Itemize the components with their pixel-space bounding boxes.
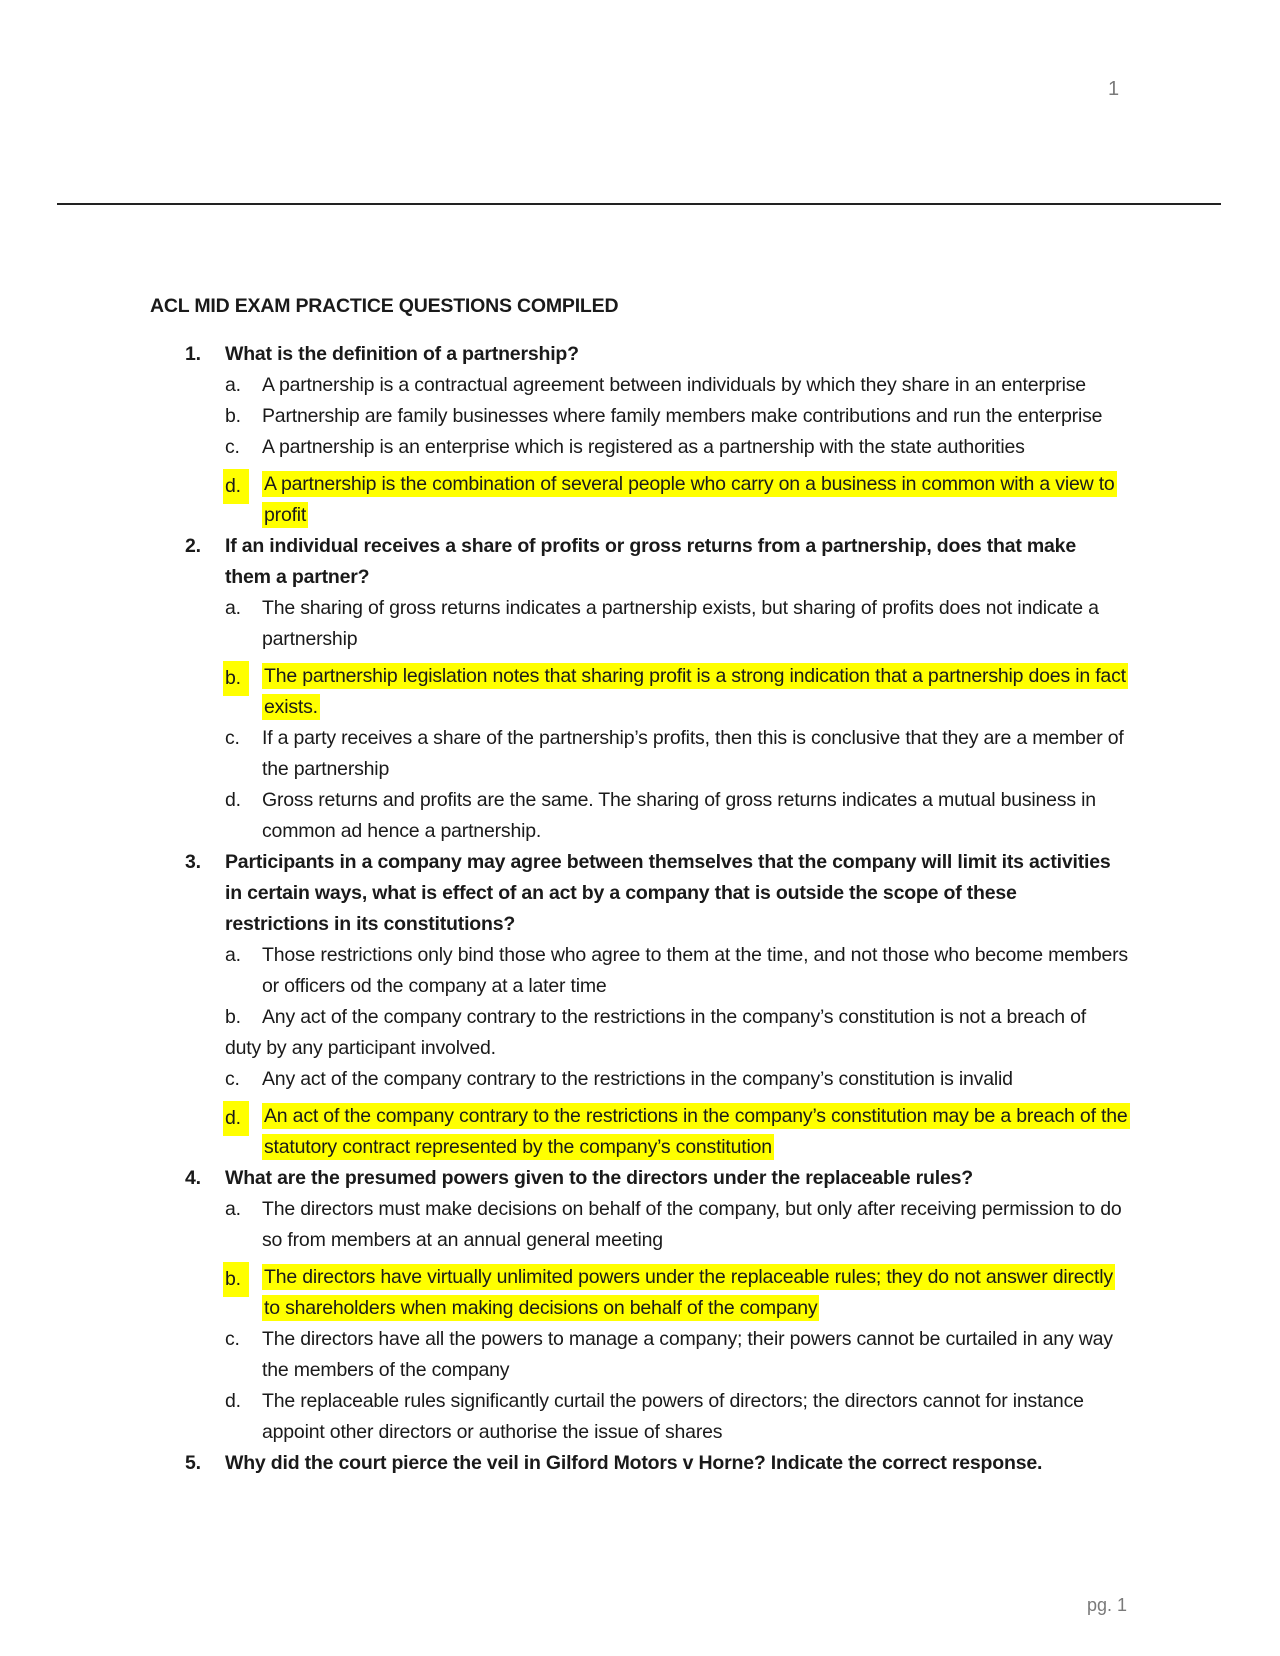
question-number: 2. <box>185 535 201 557</box>
option-text: The sharing of gross returns indicates a partnership exists, but sharing of profits does not indicate a partnership <box>262 597 1099 650</box>
question-prompt: Participants in a company may agree between themselves that the company will limit its activities in certain ways, what is effect of an act by a company that is outside the scope of these restrictions in its constitutions? <box>225 851 1111 935</box>
option-letter: d. <box>223 1101 249 1136</box>
answer-options <box>0 593 1280 847</box>
answer-option-correct-highlighted <box>225 1101 1132 1163</box>
option-text: Partnership are family businesses where family members make contributions and run the enterprise <box>262 405 1103 427</box>
option-text: Any act of the company contrary to the restrictions in the company’s constitution is invalid <box>262 1068 1013 1090</box>
answer-option <box>225 785 1132 847</box>
option-text: A partnership is a contractual agreement between individuals by which they share in an enterprise <box>262 374 1086 396</box>
answer-option <box>225 432 1132 463</box>
option-letter: c. <box>225 436 240 458</box>
document-title: ACL MID EXAM PRACTICE QUESTIONS COMPILED <box>150 295 619 317</box>
option-letter: c. <box>225 1068 240 1090</box>
question-number: 3. <box>185 851 201 873</box>
option-letter: a. <box>225 374 241 396</box>
question-prompt: Why did the court pierce the veil in Gilford Motors v Horne? Indicate the correct response. <box>225 1452 1043 1474</box>
answer-options <box>0 940 1280 1163</box>
option-letter: d. <box>225 789 241 811</box>
question-list <box>0 339 1280 1479</box>
answer-option <box>225 1324 1132 1386</box>
question-prompt: What is the definition of a partnership? <box>225 343 579 365</box>
question-number: 1. <box>185 343 201 365</box>
question-3 <box>0 847 1280 1163</box>
answer-option <box>225 370 1132 401</box>
answer-option <box>225 940 1132 1002</box>
option-text: Those restrictions only bind those who agree to them at the time, and not those who become members or officers od the company at a later time <box>262 944 1128 997</box>
option-text: If a party receives a share of the partnership’s profits, then this is conclusive that they are a member of the partnership <box>262 727 1124 780</box>
answer-options <box>0 1194 1280 1448</box>
option-letter: b. <box>225 405 241 427</box>
option-letter: d. <box>225 1390 241 1412</box>
option-text: Any act of the company contrary to the restrictions in the company’s constitution is not a breach of duty by any participant involved. <box>225 1006 1086 1059</box>
option-text: Gross returns and profits are the same. The sharing of gross returns indicates a mutual business in common ad hence a partnership. <box>262 789 1096 842</box>
answer-options <box>0 370 1280 531</box>
question-1 <box>0 339 1280 531</box>
question-4 <box>0 1163 1280 1448</box>
footer-page-number: pg. 1 <box>1087 1595 1128 1615</box>
option-letter: d. <box>223 469 249 504</box>
question-text <box>185 531 1125 593</box>
answer-option <box>225 1194 1132 1256</box>
header-divider <box>57 203 1221 205</box>
answer-option <box>225 1002 1125 1064</box>
question-text <box>185 1448 1125 1479</box>
option-text: The partnership legislation notes that sharing profit is a strong indication that a partnership does in fact exists. <box>264 665 1126 718</box>
option-letter: a. <box>225 1198 241 1220</box>
answer-option <box>225 1064 1132 1095</box>
option-letter: a. <box>225 944 241 966</box>
option-text: The replaceable rules significantly curtail the powers of directors; the directors cannot for instance appoint other directors or authorise the issue of shares <box>262 1390 1084 1443</box>
option-letter: a. <box>225 597 241 619</box>
question-number: 5. <box>185 1452 201 1474</box>
option-letter: b. <box>223 1262 249 1297</box>
question-number: 4. <box>185 1167 201 1189</box>
answer-option <box>225 1386 1132 1448</box>
question-2 <box>0 531 1280 847</box>
option-letter: b. <box>225 1006 241 1028</box>
option-text: An act of the company contrary to the restrictions in the company’s constitution may be a breach of the statutory contract represented by the company’s constitution <box>264 1105 1128 1158</box>
option-text: The directors have all the powers to manage a company; their powers cannot be curtailed in any way the members of the company <box>262 1328 1113 1381</box>
question-text <box>185 847 1125 940</box>
answer-option-correct-highlighted <box>225 469 1132 531</box>
question-text <box>185 1163 1125 1194</box>
option-letter: b. <box>223 661 249 696</box>
answer-option <box>225 723 1132 785</box>
option-text: The directors must make decisions on behalf of the company, but only after receiving permission to do so from members at an annual general meeting <box>262 1198 1122 1251</box>
answer-option-correct-highlighted <box>225 661 1132 723</box>
question-text <box>185 339 1125 370</box>
header-page-number: 1 <box>1108 78 1120 100</box>
question-5 <box>0 1448 1280 1479</box>
answer-option <box>225 401 1132 432</box>
question-prompt: If an individual receives a share of profits or gross returns from a partnership, does that make them a partner? <box>225 535 1076 588</box>
option-text: A partnership is an enterprise which is registered as a partnership with the state authorities <box>262 436 1025 458</box>
answer-option <box>225 593 1132 655</box>
option-text: A partnership is the combination of several people who carry on a business in common with a view to profit <box>264 473 1115 526</box>
option-letter: c. <box>225 1328 240 1350</box>
option-text: The directors have virtually unlimited powers under the replaceable rules; they do not answer directly to shareholders when making decisions on behalf of the company <box>264 1266 1113 1319</box>
option-letter: c. <box>225 727 240 749</box>
answer-option-correct-highlighted <box>225 1262 1132 1324</box>
question-prompt: What are the presumed powers given to the directors under the replaceable rules? <box>225 1167 973 1189</box>
